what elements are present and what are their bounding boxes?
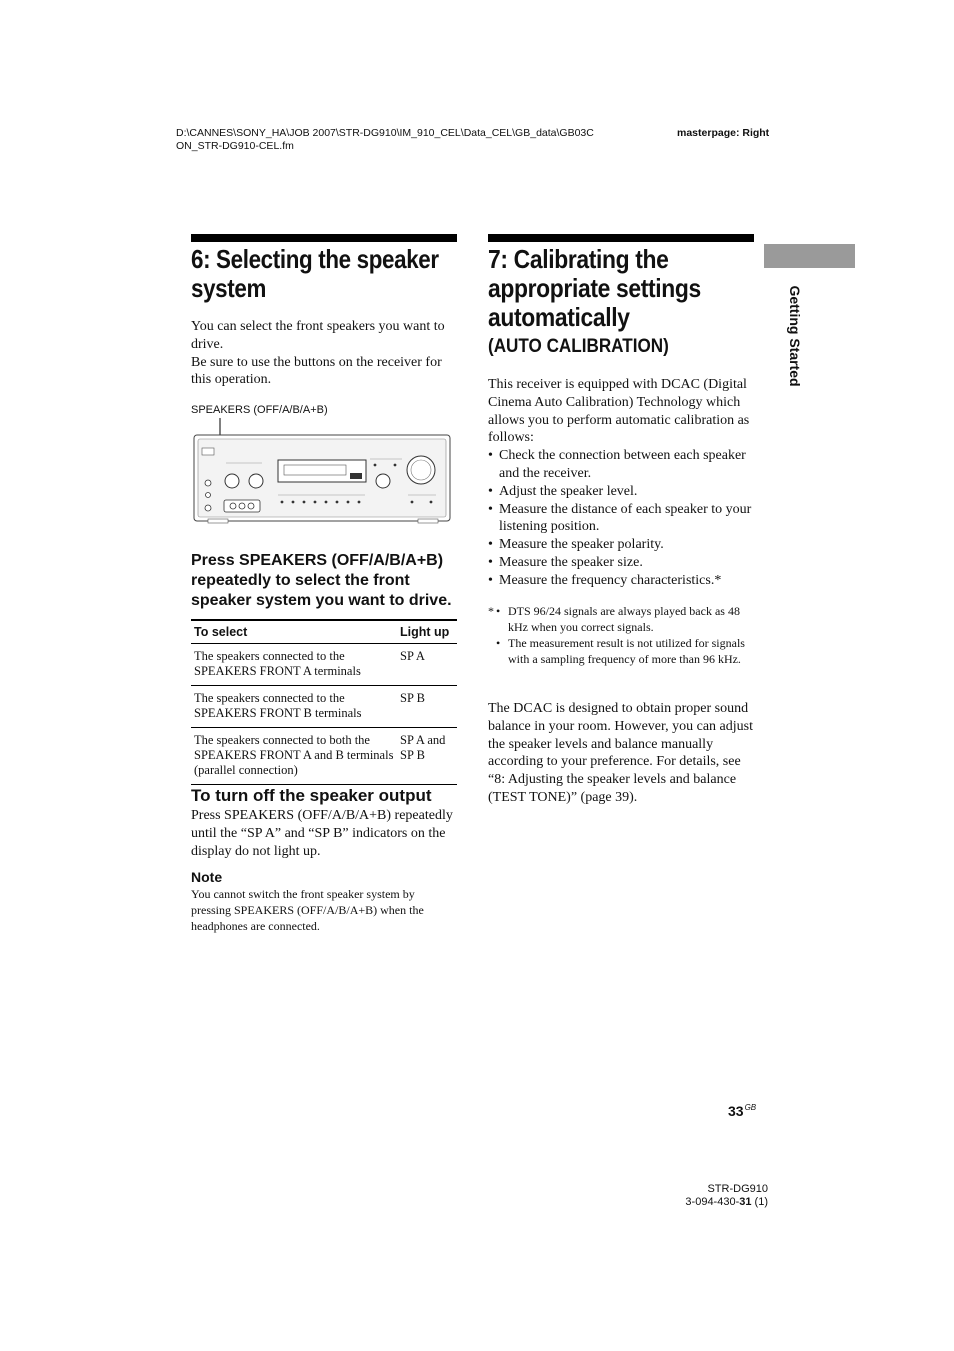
- table-row: [191, 728, 457, 785]
- model-name: STR-DG910: [707, 1183, 768, 1195]
- figure-label: SPEAKERS (OFF/A/B/A+B): [191, 404, 328, 416]
- section-title-right: [488, 245, 798, 332]
- table-row: [191, 686, 457, 728]
- table-header-row: [191, 620, 457, 644]
- left-intro: [191, 318, 457, 389]
- speaker-table-wrap: [191, 619, 457, 785]
- turn-off-section: [191, 786, 457, 860]
- closing-paragraph-wrap: [488, 700, 754, 807]
- section-title-left: [191, 245, 491, 303]
- table-header-light-up: Light up: [397, 620, 457, 644]
- table-cell: The speakers connected to the SPEAKERS FRONT B terminals: [191, 686, 397, 728]
- table-cell: SP A and SP B: [397, 728, 457, 785]
- section-rule-right: [488, 234, 754, 242]
- table-cell: The speakers connected to the SPEAKERS FRONT A terminals: [191, 644, 397, 686]
- intro-paragraph-2: Be sure to use the buttons on the receiver for this operation.: [191, 354, 442, 388]
- footnote-item: • The measurement result is not utilized for signals with a sampling frequency of more than 96 kHz.: [496, 636, 745, 666]
- footnote-block: [488, 603, 754, 667]
- list-item: • Measure the speaker size.: [488, 554, 754, 572]
- list-item: • Check the connection between each speaker and the receiver.: [488, 447, 754, 483]
- footnote-text: The measurement result is not utilized for signals with a sampling frequency of more than 96 kHz.: [508, 636, 745, 666]
- masterpage-label: masterpage: Right: [677, 127, 770, 139]
- section-rule-left: [191, 234, 457, 242]
- speaker-select-table: [191, 619, 457, 785]
- step-instruction: Press SPEAKERS (OFF/A/B/A+B) repeatedly to select the front speaker system you want to drive.: [191, 552, 452, 609]
- closing-paragraph: The DCAC is designed to obtain proper sound balance in your room. However, you can adjust the speaker levels and balance manually according to your preference. For details, see “8: Adjusting the speaker levels and balance (TEST TONE)” (page 39).: [488, 701, 753, 805]
- table-cell: SP A: [397, 644, 457, 686]
- note-heading: Note: [191, 869, 223, 885]
- table-header-to-select: To select: [191, 620, 397, 644]
- chapter-label: [785, 278, 805, 398]
- footnote-item: • DTS 96/24 signals are always played back as 48 kHz when you correct signals.: [496, 604, 740, 634]
- document-code: 3-094-430-31 (1): [685, 1196, 768, 1208]
- table-cell: The speakers connected to both the SPEAKERS FRONT A and B terminals (parallel connection): [191, 728, 397, 785]
- calibration-list: [488, 447, 754, 589]
- intro-paragraph: This receiver is equipped with DCAC (Digital Cinema Auto Calibration) Technology which allows you to perform automatic calibration as follows:: [488, 377, 750, 446]
- turn-off-heading: To turn off the speaker output: [191, 786, 432, 805]
- footnote-marker: *: [488, 604, 494, 618]
- section-subtitle: (AUTO CALIBRATION): [488, 336, 669, 357]
- chapter-label-text: Getting Started: [787, 285, 803, 387]
- model-info: [640, 1183, 768, 1209]
- right-body: [488, 376, 754, 590]
- receiver-front-panel-illustration: [190, 415, 455, 530]
- list-item: • Measure the speaker polarity.: [488, 536, 754, 554]
- page-number: $33^{GB}$: [728, 1103, 757, 1119]
- chapter-tab: [764, 244, 855, 268]
- note-section: [191, 869, 451, 934]
- page-title: 6: Selecting the speaker system: [191, 244, 439, 303]
- list-item: • Adjust the speaker level.: [488, 483, 754, 501]
- table-cell: SP B: [397, 686, 457, 728]
- list-item: • Measure the frequency characteristics.*: [488, 572, 754, 590]
- footnote-text: DTS 96/24 signals are always played back as 48 kHz when you correct signals.: [508, 604, 740, 634]
- file-path: D:\CANNES\SONY_HA\JOB 2007\STR-DG910\IM_910_CEL\Data_CEL\GB_data\GB03CON_STR-DG910-CEL.fm: [176, 127, 594, 152]
- note-text: You cannot switch the front speaker system by pressing SPEAKERS (OFF/A/B/A+B) when the headphones are connected.: [191, 887, 424, 933]
- page-suffix: GB: [744, 1103, 757, 1112]
- section-title: 7: Calibrating the appropriate settings automatically: [488, 244, 701, 332]
- intro-paragraph-1: You can select the front speakers you want to drive.: [191, 319, 445, 352]
- turn-off-text: Press SPEAKERS (OFF/A/B/A+B) repeatedly until the “SP A” and “SP B” indicators on the display do not light up.: [191, 808, 453, 859]
- table-row: [191, 644, 457, 686]
- list-item: • Measure the distance of each speaker to your listening position.: [488, 501, 754, 537]
